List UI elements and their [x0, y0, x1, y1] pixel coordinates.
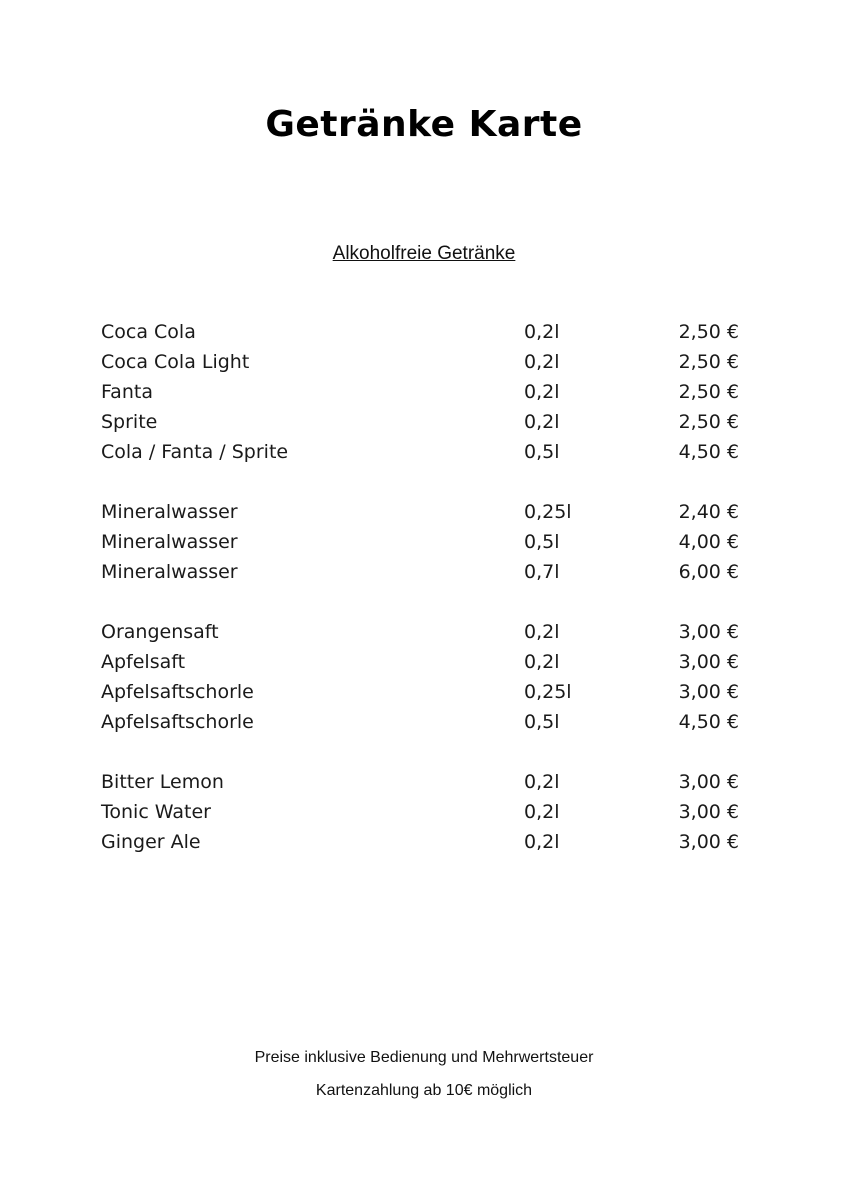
item-name: Fanta — [101, 381, 153, 403]
item-name: Apfelsaft — [101, 651, 186, 673]
item-size: 0,2l — [524, 831, 560, 853]
menu-row — [101, 647, 741, 677]
menu-row — [101, 407, 741, 437]
item-name: Mineralwasser — [101, 501, 238, 523]
item-price: 3,00 € — [678, 681, 739, 703]
item-size: 0,2l — [524, 351, 560, 373]
item-name: Tonic Water — [101, 801, 211, 823]
menu-row — [101, 437, 741, 467]
item-price: 3,00 € — [678, 771, 739, 793]
item-size: 0,25l — [524, 501, 572, 523]
menu-row — [101, 767, 741, 797]
item-name: Apfelsaftschorle — [101, 681, 254, 703]
item-name: Mineralwasser — [101, 561, 238, 583]
item-name: Ginger Ale — [101, 831, 201, 853]
menu-row — [101, 827, 741, 857]
menu-row — [101, 347, 741, 377]
section-title: Alkoholfreie Getränke — [332, 243, 516, 264]
item-price: 4,50 € — [678, 711, 739, 733]
item-size: 0,5l — [524, 531, 560, 553]
menu-row — [101, 497, 741, 527]
menu-row — [101, 557, 741, 587]
item-size: 0,2l — [524, 321, 560, 343]
item-size: 0,5l — [524, 441, 560, 463]
menu-group-mixers — [101, 767, 741, 857]
menu-row — [101, 707, 741, 737]
item-size: 0,2l — [524, 651, 560, 673]
item-size: 0,5l — [524, 711, 560, 733]
menu-row — [101, 317, 741, 347]
item-size: 0,2l — [524, 771, 560, 793]
menu-group-water — [101, 497, 741, 587]
menu-row — [101, 617, 741, 647]
footer-price-note: Preise inklusive Bedienung und Mehrwertsteuer — [254, 1049, 594, 1066]
drinks-menu — [101, 317, 741, 887]
item-price: 3,00 € — [678, 801, 739, 823]
menu-row — [101, 797, 741, 827]
item-price: 6,00 € — [678, 561, 739, 583]
item-size: 0,2l — [524, 381, 560, 403]
item-name: Mineralwasser — [101, 531, 238, 553]
item-price: 3,00 € — [678, 621, 739, 643]
item-name: Orangensaft — [101, 621, 219, 643]
item-price: 2,50 € — [678, 351, 739, 373]
item-price: 2,50 € — [678, 321, 739, 343]
item-name: Coca Cola — [101, 321, 196, 343]
item-size: 0,2l — [524, 621, 560, 643]
item-price: 4,50 € — [678, 441, 739, 463]
item-size: 0,7l — [524, 561, 560, 583]
item-name: Sprite — [101, 411, 158, 433]
item-name: Cola / Fanta / Sprite — [101, 441, 289, 463]
item-price: 2,40 € — [678, 501, 739, 523]
item-size: 0,2l — [524, 411, 560, 433]
item-price: 2,50 € — [678, 411, 739, 433]
item-name: Bitter Lemon — [101, 771, 224, 793]
menu-group-juices — [101, 617, 741, 737]
footer-payment-note: Kartenzahlung ab 10€ möglich — [315, 1082, 533, 1099]
menu-row — [101, 527, 741, 557]
menu-group-soft-drinks — [101, 317, 741, 467]
item-price: 3,00 € — [678, 651, 739, 673]
item-size: 0,2l — [524, 801, 560, 823]
menu-row — [101, 377, 741, 407]
item-price: 4,00 € — [678, 531, 739, 553]
item-price: 3,00 € — [678, 831, 739, 853]
item-name: Coca Cola Light — [101, 351, 250, 373]
item-price: 2,50 € — [678, 381, 739, 403]
item-name: Apfelsaftschorle — [101, 711, 254, 733]
item-size: 0,25l — [524, 681, 572, 703]
page-title: Getränke Karte — [265, 104, 583, 145]
menu-row — [101, 677, 741, 707]
